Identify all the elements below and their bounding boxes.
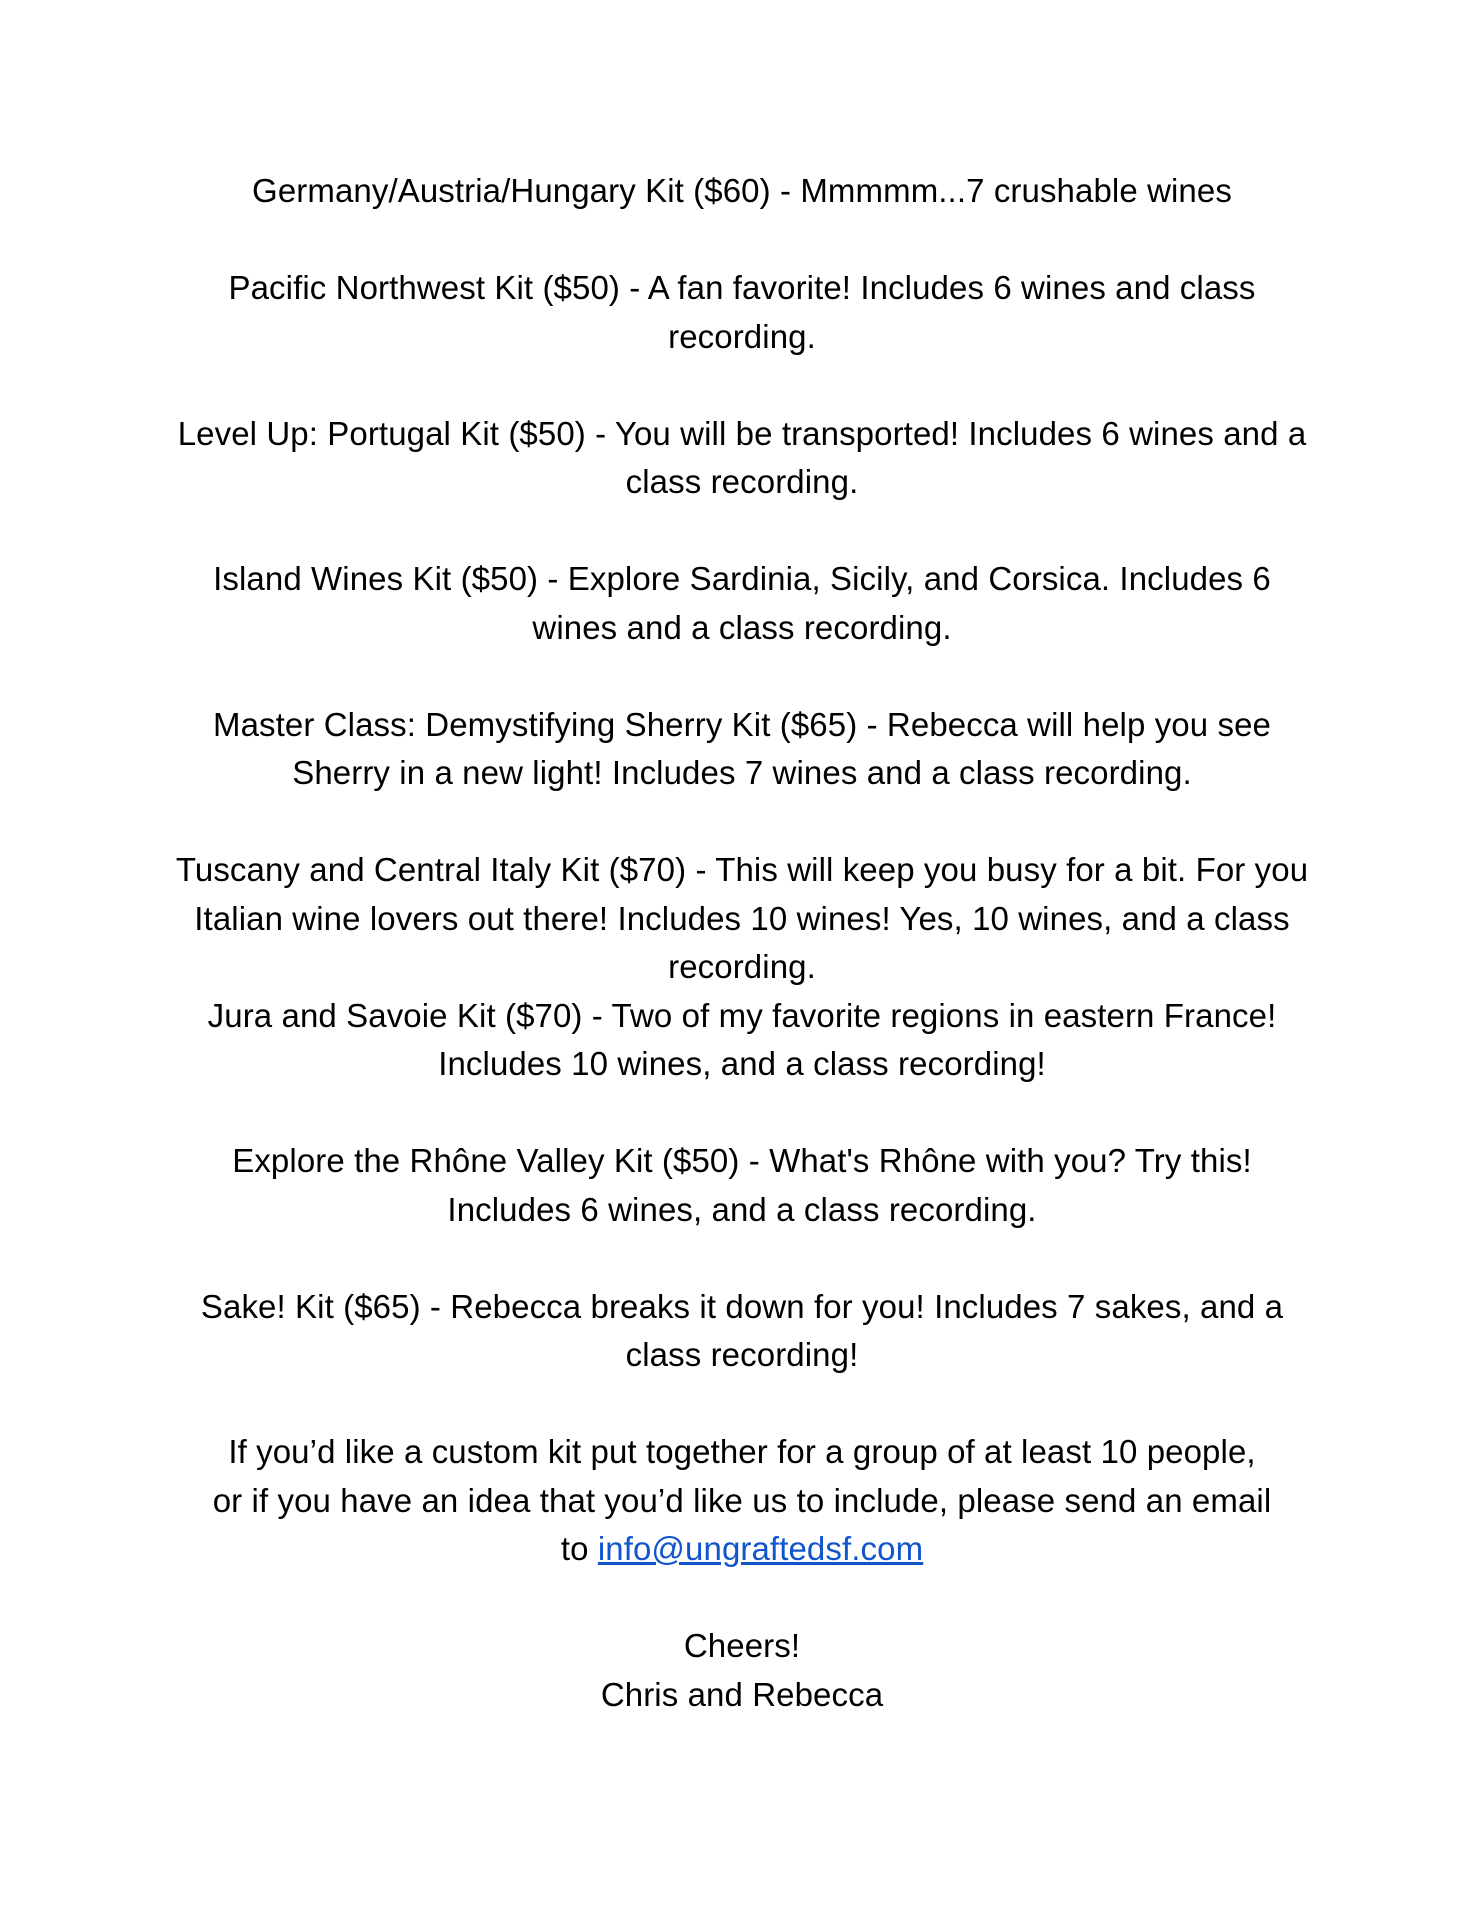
kit-rhone-valley: Explore the Rhône Valley Kit ($50) - What's Rhône with you? Try this! Includes 6 wines, and a class recording. [232, 1142, 1252, 1228]
spacer [170, 507, 1314, 556]
email-prefix: to [560, 1530, 598, 1567]
spacer [170, 652, 1314, 701]
kit-tuscany-central-italy: Tuscany and Central Italy Kit ($70) - This will keep you busy for a bit. For you Italian wine lovers out there! Includes 10 wines! Yes, 10 wines, and a class recording. [175, 851, 1309, 985]
spacer [170, 216, 1314, 265]
spacer [170, 798, 1314, 847]
spacer [170, 1574, 1314, 1623]
kit-sherry: Master Class: Demystifying Sherry Kit ($65) - Rebecca will help you see Sherry in a new light! Includes 7 wines and a class recording. [213, 705, 1271, 791]
spacer [170, 1234, 1314, 1283]
spacer [170, 1380, 1314, 1429]
kit-germany-austria-hungary: Germany/Austria/Hungary Kit ($60) - Mmmmm...7 crushable wines [252, 172, 1232, 209]
custom-kit-line-3 [170, 1525, 1314, 1574]
kit-pacific-northwest: Pacific Northwest Kit ($50) - A fan favorite! Includes 6 wines and class recording. [228, 269, 1256, 355]
custom-kit-line-1: If you’d like a custom kit put together for a group of at least 10 people, [228, 1433, 1256, 1470]
kit-portugal: Level Up: Portugal Kit ($50) - You will be transported! Includes 6 wines and a class recording. [177, 414, 1307, 500]
kit-sake: Sake! Kit ($65) - Rebecca breaks it down for you! Includes 7 sakes, and a class recording! [200, 1287, 1284, 1373]
spacer [170, 361, 1314, 410]
email-link[interactable]: info@ungraftedsf.com [597, 1530, 924, 1567]
kit-island-wines: Island Wines Kit ($50) - Explore Sardinia, Sicily, and Corsica. Includes 6 wines and a class recording. [213, 560, 1271, 646]
document-page [170, 167, 1314, 1719]
closing-cheers: Cheers! [683, 1627, 801, 1664]
spacer [170, 1089, 1314, 1138]
kit-jura-savoie: Jura and Savoie Kit ($70) - Two of my favorite regions in eastern France! Includes 10 wines, and a class recording! [207, 996, 1277, 1082]
custom-kit-line-2: or if you have an idea that you’d like us to include, please send an email [212, 1481, 1272, 1519]
signature: Chris and Rebecca [600, 1675, 884, 1713]
custom-kit-paragraph [170, 1428, 1314, 1574]
